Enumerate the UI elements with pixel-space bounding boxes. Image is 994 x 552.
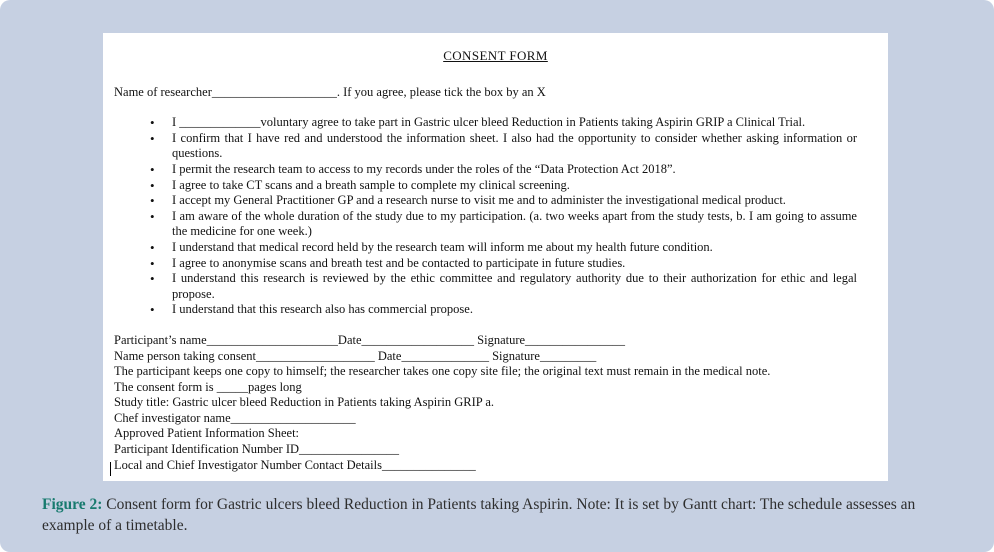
consent-bullet-item: • I am aware of the whole duration of the study due to my participation. (a. two weeks apart from the study tests, b. I am going to assume the medicine for one week.) <box>172 209 857 240</box>
consent-bullet-item: • I understand that this research also has commercial propose. <box>172 302 857 318</box>
form-fill-line: Participant’s name_____________________Date__________________ Signature________________ <box>114 332 626 347</box>
figure-caption <box>42 494 958 536</box>
text-cursor <box>110 462 111 476</box>
consent-bullet-item: • I understand that medical record held by the research team will inform me about my health future condition. <box>172 240 857 256</box>
consent-bullet-item: • I accept my General Practitioner GP and a research nurse to visit me and to administer the investigational medical product. <box>172 193 857 209</box>
form-fill-line: The consent form is _____pages long <box>114 379 302 394</box>
consent-bullet-list <box>103 115 857 318</box>
form-fill-line: Local and Chief Investigator Number Contact Details_______________ <box>114 457 476 472</box>
form-fill-line: Chef investigator name____________________ <box>114 410 356 425</box>
figure-caption-text: Consent form for Gastric ulcers bleed Reduction in Patients taking Aspirin. Note: It is set by Gantt chart: The schedule assesses an example of a timetable. <box>42 496 916 534</box>
researcher-name-line: Name of researcher____________________. If you agree, please tick the box by an X <box>114 84 546 99</box>
form-fill-line: Study title: Gastric ulcer bleed Reduction in Patients taking Aspirin GRIP a. <box>114 395 495 410</box>
consent-bullet-item: • I understand this research is reviewed by the ethic committee and regulatory authority due to their authorization for ethic and legal propose. <box>172 271 857 302</box>
consent-bullet-item: • I _____________voluntary agree to take part in Gastric ulcer bleed Reduction in Patients taking Aspirin GRIP a Clinical Trial. <box>172 115 857 131</box>
figure-caption-label: Figure 2: <box>42 496 103 513</box>
consent-bullet-item: • I permit the research team to access to my records under the roles of the “Data Protection Act 2018”. <box>172 162 857 178</box>
signature-section <box>114 333 876 473</box>
form-fill-line: Name person taking consent___________________ Date______________ Signature_________ <box>114 348 597 363</box>
consent-bullet-item: • I agree to anonymise scans and breath test and be contacted to participate in future studies. <box>172 256 857 272</box>
consent-form-document <box>103 33 888 481</box>
form-title: CONSENT FORM <box>443 48 548 63</box>
form-fill-line: Approved Patient Information Sheet: <box>114 426 300 441</box>
form-fill-line: The participant keeps one copy to himself; the researcher takes one copy site file; the original text must remain in the medical note. <box>114 364 771 379</box>
form-fill-line: Participant Identification Number ID________________ <box>114 442 400 457</box>
consent-bullet-item: • I confirm that I have red and understood the information sheet. I also had the opportunity to consider whether asking information or questions. <box>172 131 857 162</box>
consent-bullet-item: • I agree to take CT scans and a breath sample to complete my clinical screening. <box>172 178 857 194</box>
